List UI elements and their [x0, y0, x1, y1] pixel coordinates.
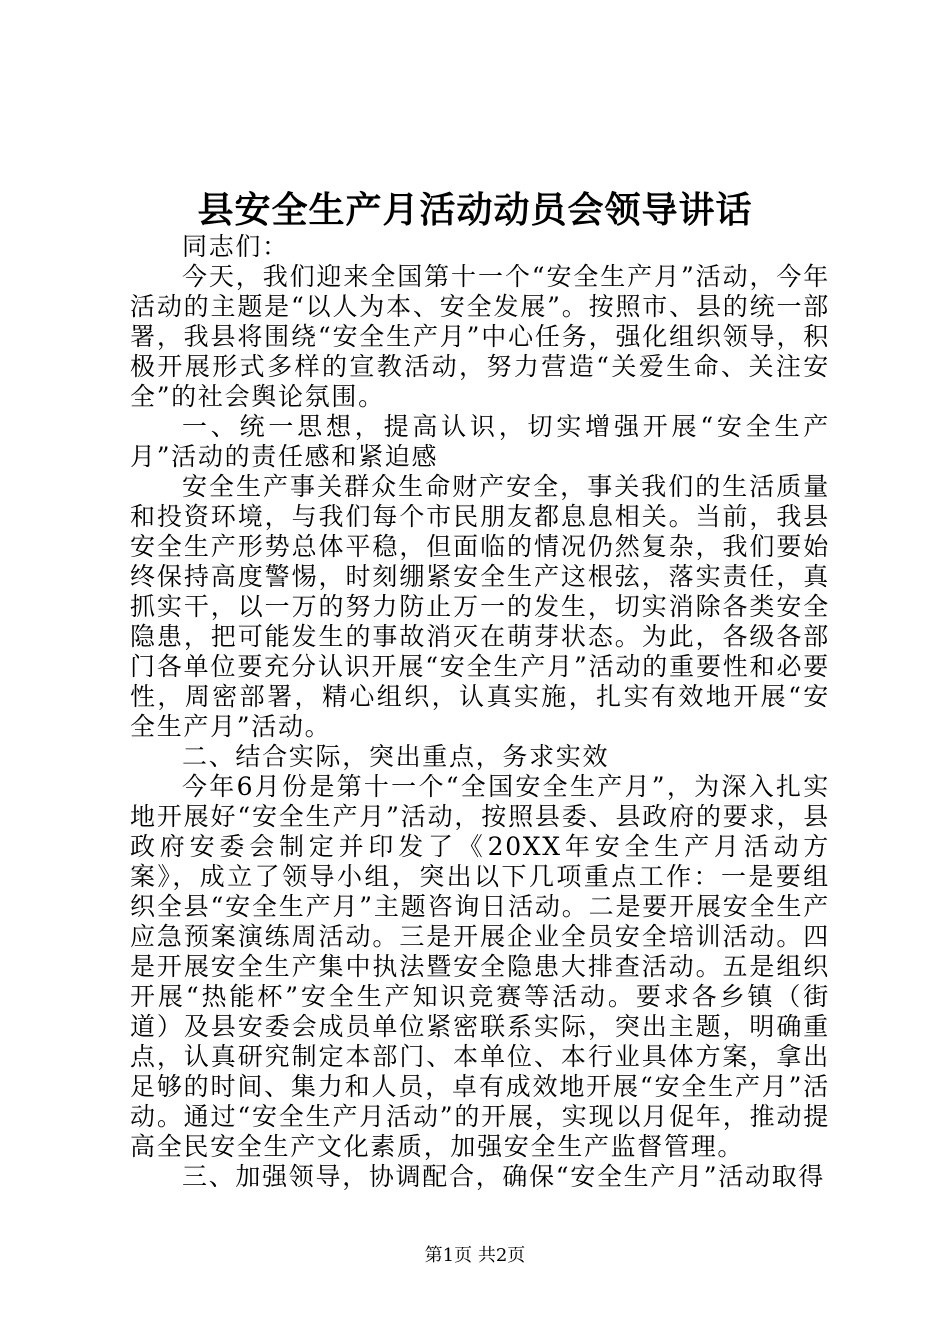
document-body [130, 232, 830, 1192]
section-2-paragraph: 今年6月份是第十一个“全国安全生产月”，为深入扎实地开展好“安全生产月”活动，按照县委、县政府的要求，县政府安委会制定并印发了《20XX年安全生产月活动方案》，成立了领导小组，突出以下几项重点工作：一是要组织全县“安全生产月”主题咨询日活动。二是要开展安全生产应急预案演练周活动。三是开展企业全员安全培训活动。四是开展安全生产集中执法暨安全隐患大排查活动。五是组织开展“热能杯”安全生产知识竞赛等活动。要求各乡镇（街道）及县安委会成员单位紧密联系实际，突出主题，明确重点，认真研究制定本部门、本单位、本行业具体方案，拿出足够的时间、集力和人员，卓有成效地开展“安全生产月”活动。通过“安全生产月活动”的开展，实现以月促年，推动提高全民安全生产文化素质，加强安全生产监督管理。 [130, 772, 830, 1161]
intro-paragraph: 今天，我们迎来全国第十一个“安全生产月”活动，今年活动的主题是“以人为本、安全发展”。按照市、县的统一部署，我县将围绕“安全生产月”中心任务，强化组织领导，积极开展形式多样的宣教活动，努力营造“关爱生命、关注安全”的社会舆论氛围。 [130, 262, 830, 411]
salutation-paragraph: 同志们： [182, 232, 289, 261]
page-number-footer: 第1页 共2页 [424, 1245, 526, 1266]
section-heading-1: 一、统一思想，提高认识，切实增强开展“安全生产月”活动的责任感和紧迫感 [130, 412, 830, 471]
section-heading-3: 三、加强领导，协调配合，确保“安全生产月”活动取得 [182, 1162, 826, 1191]
document-title: 县安全生产月活动动员会领导讲话 [197, 189, 753, 231]
section-heading-2: 二、结合实际，突出重点，务求实效 [182, 742, 610, 771]
section-1-paragraph: 安全生产事关群众生命财产安全，事关我们的生活质量和投资环境，与我们每个市民朋友都息息相关。当前，我县安全生产形势总体平稳，但面临的情况仍然复杂，我们要始终保持高度警惕，时刻绷紧安全生产这根弦，落实责任，真抓实干，以一万的努力防止万一的发生，切实消除各类安全隐患，把可能发生的事故消灭在萌芽状态。为此，各级各部门各单位要充分认识开展“安全生产月”活动的重要性和必要性，周密部署，精心组织，认真实施，扎实有效地开展“安全生产月”活动。 [130, 472, 830, 741]
